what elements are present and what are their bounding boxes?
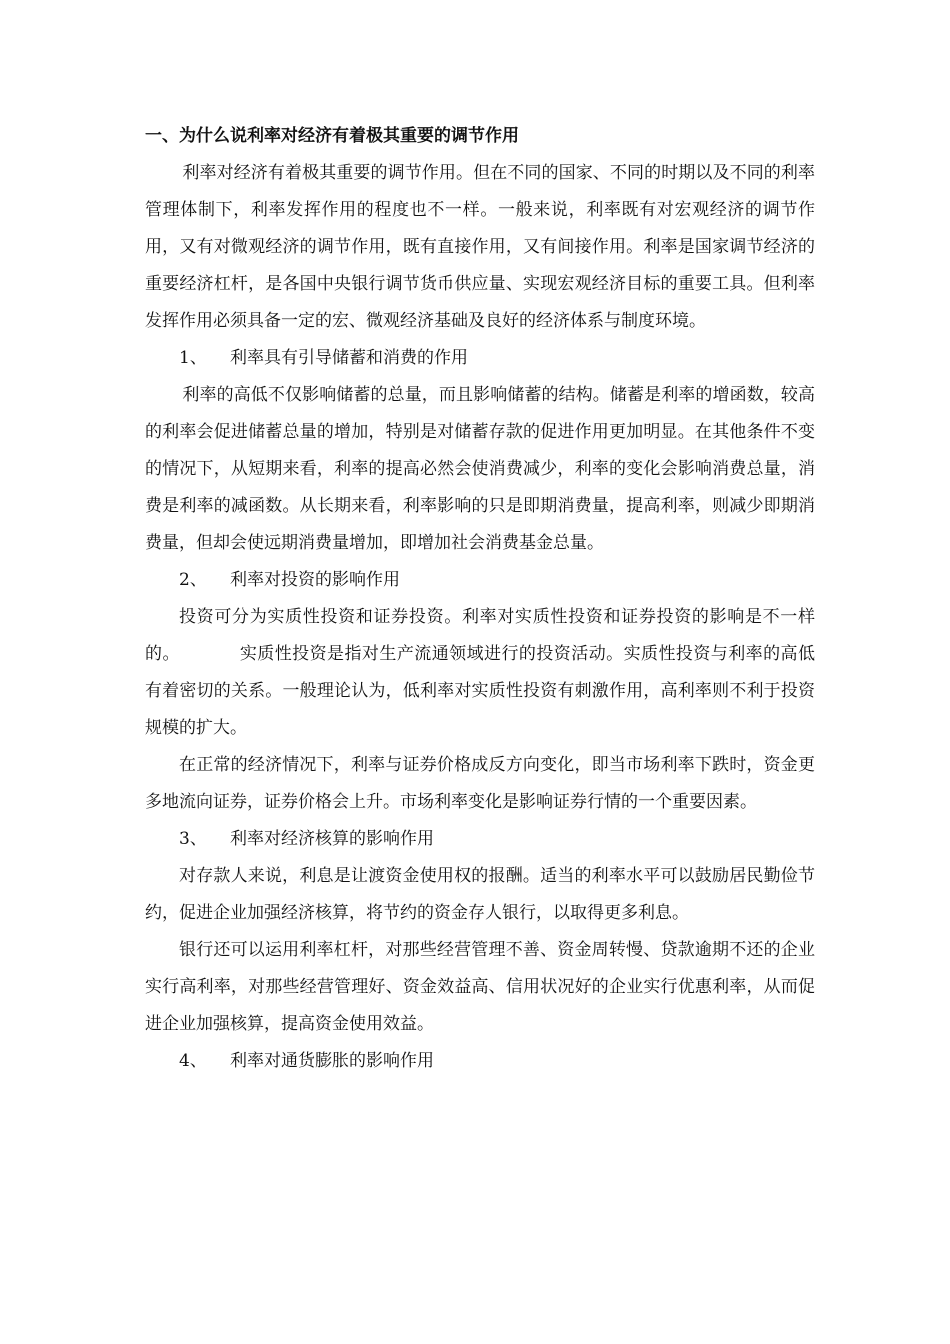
subsection-heading-4	[145, 1043, 815, 1080]
subsection-heading-1	[145, 340, 815, 377]
subsection-title: 利率具有引导储蓄和消费的作用	[230, 348, 468, 368]
subsection-number: 4、	[179, 1051, 207, 1071]
subsection-number: 3、	[179, 829, 207, 849]
body-paragraph: 对存款人来说，利息是让渡资金使用权的报酬。适当的利率水平可以鼓励居民勤俭节约，促进企业加强经济核算，将节约的资金存人银行，以取得更多利息。	[145, 866, 815, 923]
subsection-number: 2、	[179, 570, 207, 590]
subsection-title: 利率对经济核算的影响作用	[230, 829, 434, 849]
subsection-heading-3	[145, 821, 815, 858]
subsection-title: 利率对通货膨胀的影响作用	[230, 1051, 434, 1071]
paragraph-text: 实质性投资是指对生产流通领域进行的投资活动。实质性投资与利率的高低有着密切的关系。一般理论认为，低利率对实质性投资有刺激作用，高利率则不利于投资规模的扩大。	[145, 644, 816, 738]
subsection-number: 1、	[179, 348, 207, 368]
body-paragraph	[145, 599, 815, 747]
body-paragraph: 利率的高低不仅影响储蓄的总量，而且影响储蓄的结构。储蓄是利率的增函数，较高的利率会促进储蓄总量的增加，特别是对储蓄存款的促进作用更加明显。在其他条件不变的情况下，从短期来看，利率的提高必然会使消费减少，利率的变化会影响消费总量，消费是利率的减函数。从长期来看，利率影响的只是即期消费量，提高利率，则减少即期消费量，但却会使远期消费量增加，即增加社会消费基金总量。	[145, 385, 815, 553]
body-paragraph: 在正常的经济情况下，利率与证券价格成反方向变化，即当市场利率下跌时，资金更多地流向证券，证券价格会上升。市场利率变化是影响证券行情的一个重要因素。	[145, 755, 815, 812]
subsection-title: 利率对投资的影响作用	[230, 570, 400, 590]
paragraph-text: 投资可分为实质性投资和证券投资。利率对实质性投资和证券投资的影响是不一样的。	[145, 607, 815, 664]
intro-paragraph: 利率对经济有着极其重要的调节作用。但在不同的国家、不同的时期以及不同的利率管理体制下，利率发挥作用的程度也不一样。一般来说，利率既有对宏观经济的调节作用，又有对微观经济的调节作用，既有直接作用，又有间接作用。利率是国家调节经济的重要经济杠杆，是各国中央银行调节货币供应量、实现宏观经济目标的重要工具。但利率发挥作用必须具备一定的宏、微观经济基础及良好的经济体系与制度环境。	[145, 163, 815, 331]
body-paragraph: 银行还可以运用利率杠杆，对那些经营管理不善、资金周转慢、贷款逾期不还的企业实行高利率，对那些经营管理好、资金效益高、信用状况好的企业实行优惠利率，从而促进企业加强核算，提高资金使用效益。	[145, 940, 815, 1034]
subsection-heading-2	[145, 562, 815, 599]
section-heading: 一、为什么说利率对经济有着极其重要的调节作用	[145, 126, 519, 146]
document-page	[145, 118, 815, 1080]
